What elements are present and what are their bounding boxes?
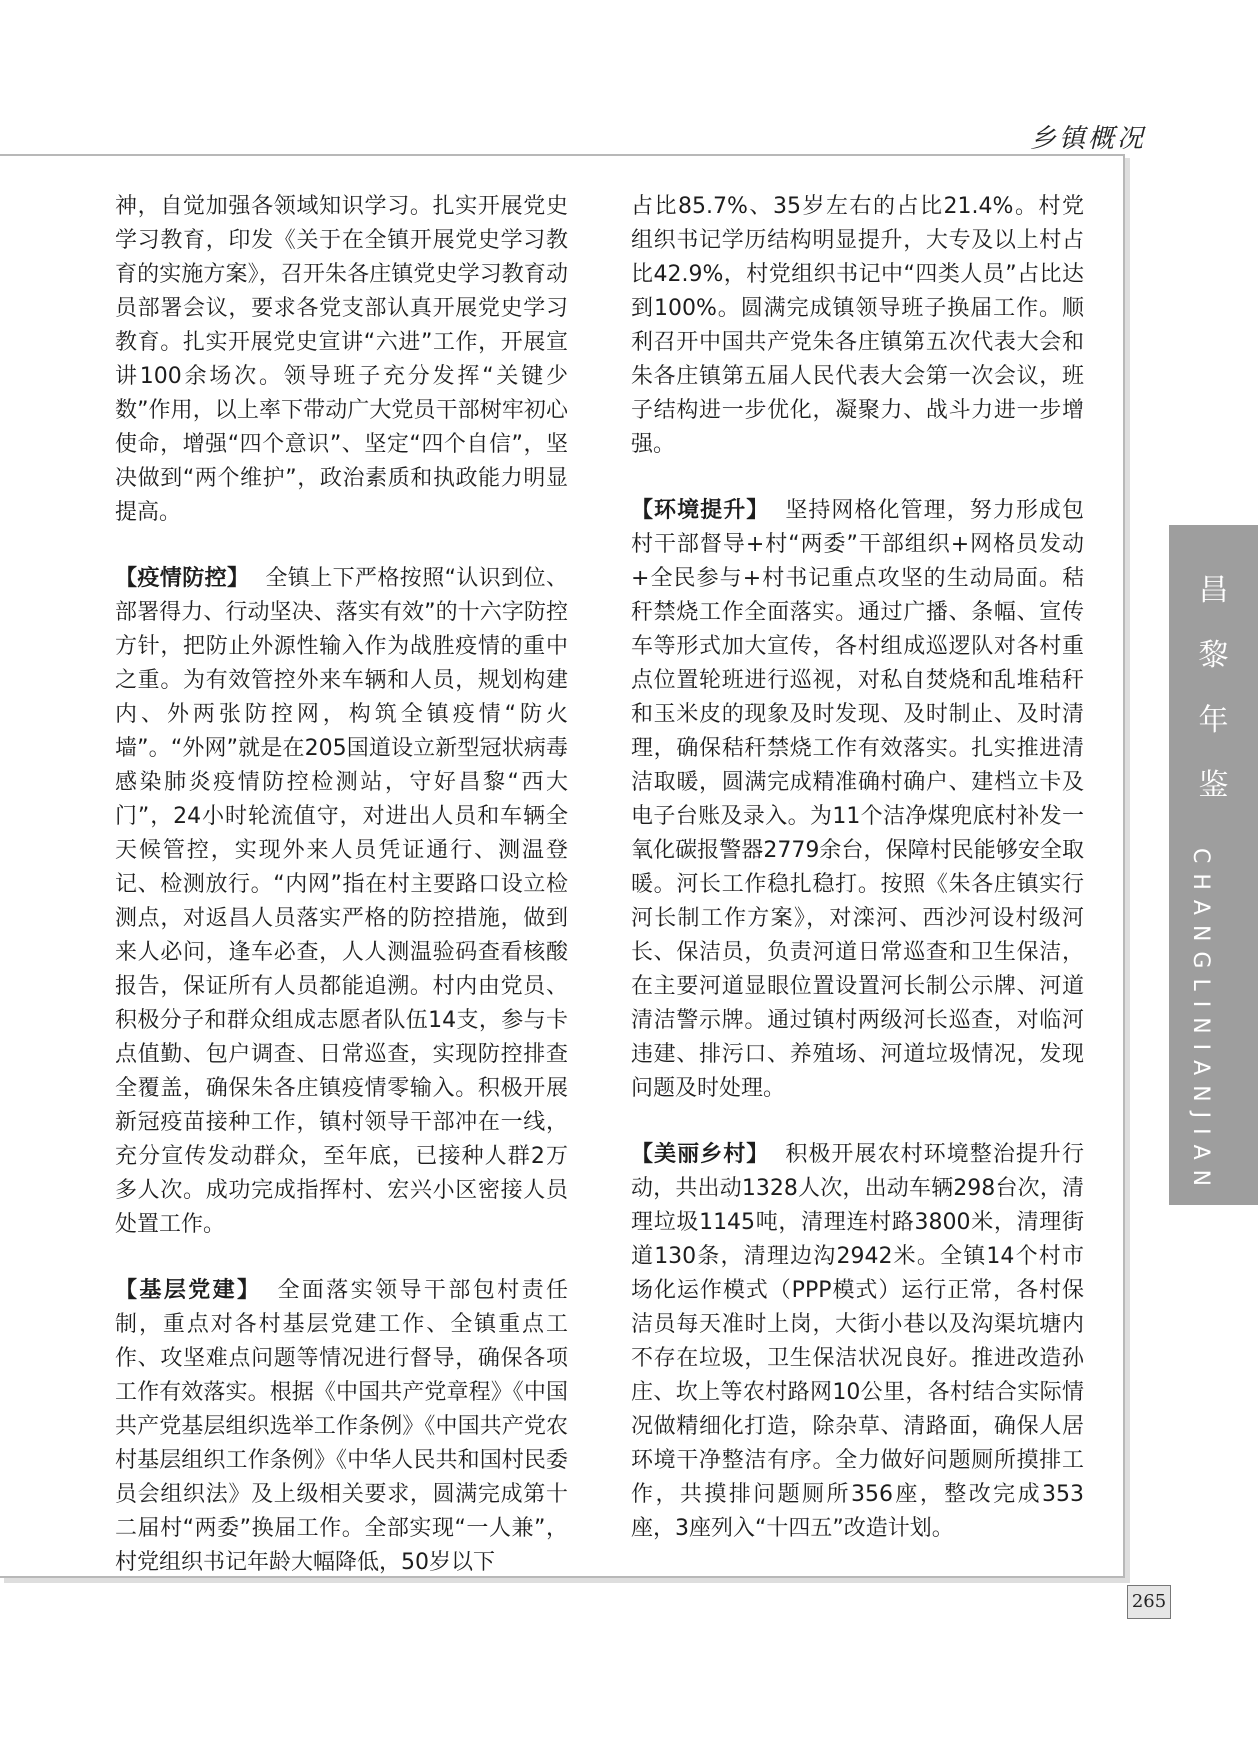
page-number: 265: [1127, 1585, 1171, 1619]
side-tab: [1169, 525, 1258, 1205]
paragraph-party-building: [115, 1274, 568, 1580]
side-tab-char-3: 年: [1198, 703, 1229, 738]
heading-environment: 【环境提升】: [631, 498, 770, 523]
paragraph-beautiful-village: [631, 1138, 1084, 1546]
heading-epidemic: 【疫情防控】: [115, 566, 250, 591]
side-tab-char-2: 黎: [1198, 638, 1229, 673]
frame-top-rule: [0, 154, 1125, 156]
side-tab-pinyin: CHANGLINIANJIAN: [1188, 848, 1213, 1197]
section-title: 乡镇概况: [1030, 124, 1147, 154]
text-party-building: 全面落实领导干部包村责任制，重点对各村基层党建工作、全镇重点工作、攻坚难点问题等情况进行督导，确保各项工作有效落实。根据《中国共产党章程》《中国共产党基层组织选举工作条例》《中国共产党农村基层组织工作条例》《中华人民共和国村民委员会组织法》及上级相关要求，圆满完成第十二届村“两委”换届工作。全部实现“一人兼”，村党组织书记年龄大幅降低，50岁以下: [115, 1278, 568, 1575]
paragraph-party-continued: 占比85.7%、35岁左右的占比21.4%。村党组织书记学历结构明显提升，大专及以上村占比42.9%，村党组织书记中“四类人员”占比达到100%。圆满完成镇领导班子换届工作。顺利召开中国共产党朱各庄镇第五次代表大会和朱各庄镇第五届人民代表大会第一次会议，班子结构进一步优化，凝聚力、战斗力进一步增强。: [631, 194, 1084, 457]
text-environment: 坚持网格化管理，努力形成包村干部督导+村“两委”干部组织+网格员发动+全民参与+村书记重点攻坚的生动局面。秸秆禁烧工作全面落实。通过广播、条幅、宣传车等形式加大宣传，各村组成巡逻队对各村重点位置轮班进行巡视，对私自焚烧和乱堆秸秆和玉米皮的现象及时发现、及时制止、及时清理，确保秸秆禁烧工作有效落实。扎实推进清洁取暖，圆满完成精准确村确户、建档立卡及电子台账及录入。为11个洁净煤兜底村补发一氧化碳报警器2779余台，保障村民能够安全取暖。河长工作稳扎稳打。按照《朱各庄镇实行河长制工作方案》，对滦河、西沙河设村级河长、保洁员，负责河道日常巡查和卫生保洁，在主要河道显眼位置设置河长制公示牌、河道清洁警示牌。通过镇村两级河长巡查，对临河违建、排污口、养殖场、河道垃圾情况，发现问题及时处理。: [631, 498, 1084, 1101]
text-epidemic: 全镇上下严格按照“认识到位、部署得力、行动坚决、落实有效”的十六字防控方针，把防止外源性输入作为战胜疫情的重中之重。为有效管控外来车辆和人员，规划构建内、外两张防控网，构筑全镇疫情“防火墙”。“外网”就是在205国道设立新型冠状病毒感染肺炎疫情防控检测站，守好昌黎“西大门”，24小时轮流值守，对进出人员和车辆全天候管控，实现外来人员凭证通行、测温登记、检测放行。“内网”指在村主要路口设立检测点，对返昌人员落实严格的防控措施，做到来人必问，逢车必查，人人测温验码查看核酸报告，保证所有人员都能追溯。村内由党员、积极分子和群众组成志愿者队伍14支，参与卡点值勤、包户调查、日常巡查，实现防控排查全覆盖，确保朱各庄镇疫情零输入。积极开展新冠疫苗接种工作，镇村领导干部冲在一线，充分宣传发动群众，至年底，已接种人群2万多人次。成功完成指挥村、宏兴小区密接人员处置工作。: [115, 566, 568, 1237]
heading-beautiful-village: 【美丽乡村】: [631, 1142, 770, 1167]
paragraph-epidemic: [115, 562, 568, 1242]
text-beautiful-village: 积极开展农村环境整治提升行动，共出动1328人次，出动车辆298台次，清理垃圾1145吨，清理连村路3800米，清理街道130条，清理边沟2942米。全镇14个村市场化运作模式（PPP模式）运行正常，各村保洁员每天准时上岗，大街小巷以及沟渠坑塘内不存在垃圾，卫生保洁状况良好。推进改造孙庄、坎上等农村路网10公里，各村结合实际情况做精细化打造，除杂草、清路面，确保人居环境干净整洁有序。全力做好问题厕所摸排工作，共摸排问题厕所356座，整改完成353座，3座列入“十四五”改造计划。: [631, 1142, 1084, 1541]
heading-party-building: 【基层党建】: [115, 1278, 262, 1303]
paragraph-environment: [631, 494, 1084, 1106]
frame-shadow-right: [1125, 158, 1130, 1582]
left-column: [115, 190, 568, 1580]
paragraph-party-history: 神，自觉加强各领域知识学习。扎实开展党史学习教育，印发《关于在全镇开展党史学习教育的实施方案》，召开朱各庄镇党史学习教育动员部署会议，要求各党支部认真开展党史学习教育。扎实开展党史宣讲“六进”工作，开展宣讲100余场次。领导班子充分发挥“关键少数”作用，以上率下带动广大党员干部树牢初心使命，增强“四个意识”、坚定“四个自信”，坚决做到“两个维护”，政治素质和执政能力明显提高。: [115, 194, 568, 525]
frame-right-rule: [1123, 154, 1125, 1578]
right-column: [631, 190, 1084, 1546]
side-tab-char-4: 鉴: [1198, 768, 1229, 803]
side-tab-pinyin-anchor: [1188, 848, 1214, 1197]
side-tab-char-1: 昌: [1198, 573, 1229, 608]
